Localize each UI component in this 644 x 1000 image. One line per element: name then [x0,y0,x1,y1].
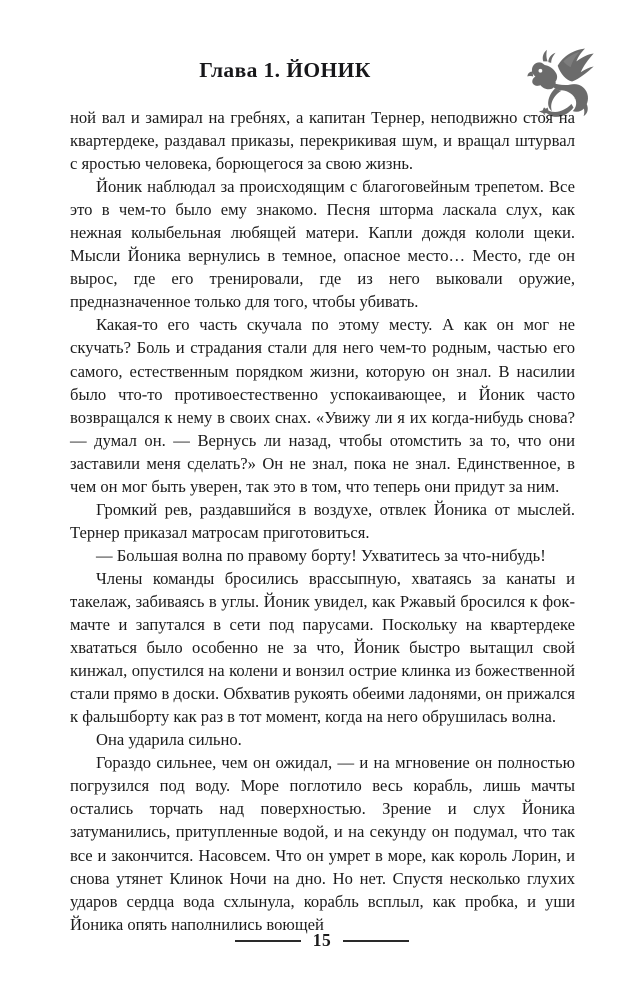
folio-rule-right [343,940,409,942]
paragraph: Какая-то его часть скучала по этому месту. А как он мог не скучать? Боль и страдания стали для него чем-то родным, частью его самого, естественным порядком жизни, которую он знал. В насилии было что-то противоестественно успокаивающее, и Йоник часто возвращался к нему в своих снах. «Увижу ли я их когда-нибудь снова? — думал он. — Вернусь ли назад, чтобы отомстить за то, что они заставили меня сделать?» Он не знал, пока не знал. Единственное, в чем он мог быть уверен, так это в том, что теперь они придут за ним. [70,315,575,496]
paragraph: — Большая волна по правому борту! Ухватитесь за что-нибудь! [96,545,546,565]
paragraph: Она ударила сильно. [96,730,242,750]
paragraph: Йоник наблюдал за происходящим с благоговейным трепетом. Все это в чем-то было ему знакомо. Песня шторма ласкала слух, как нежная колыбельная любящей матери. Капли дождя кололи щеки. Мысли Йоника вернулись в темное, опасное место… Место, где он вырос, где его тренировали, где из него выковали оружие, предназначенное только для того, чтобы убивать. [70,177,575,312]
page-footer [0,930,644,951]
paragraph: Громкий рев, раздавшийся в воздухе, отвлек Йоника от мыслей. Тернер приказал матросам приготовиться. [70,499,575,542]
page-header [70,52,574,110]
paragraph: Члены команды бросились врассыпную, хватаясь за канаты и такелаж, забиваясь в углы. Йоник увидел, как Ржавый бросился к фок-мачте и запутался в сети под парусами. Поскольку на квартердеке хвататься было особенно не за что, Йоник быстро вытащил свой кинжал, опустился на колени и вонзил острие клинка из божественной стали прямо в доски. Обхватив рукоять обеими ладонями, он прижался к фальшборту как раз в тот момент, когда на него обрушилась волна. [70,568,575,727]
chapter-title: Глава 1. ЙОНИК [199,58,371,82]
folio-rule-left [235,940,301,942]
paragraph: ной вал и замирал на гребнях, а капитан Тернер, неподвижно стоя на квартердеке, раздавал приказы, перекрикивая шум, и вращал штурвал с яростью человека, борющегося за свою жизнь. [70,108,575,174]
body-text [70,106,575,936]
page-number: 15 [312,930,332,950]
paragraph: Гораздо сильнее, чем он ожидал, — и на мгновение он полностью погрузился под воду. Море поглотило весь корабль, лишь мачты остались торчать над поверхностью. Зрение и слух Йоника затуманились, притупленные водой, и на секунду он подумал, что так все и закончится. Насовсем. Что он умрет в море, как король Лорин, и снова утянет Клинок Ночи на дно. Но нет. Спустя несколько глухих ударов сердца вода схлынула, корабль всплыл, как пробка, и уши Йоника опять наполнились воющей [70,753,575,934]
